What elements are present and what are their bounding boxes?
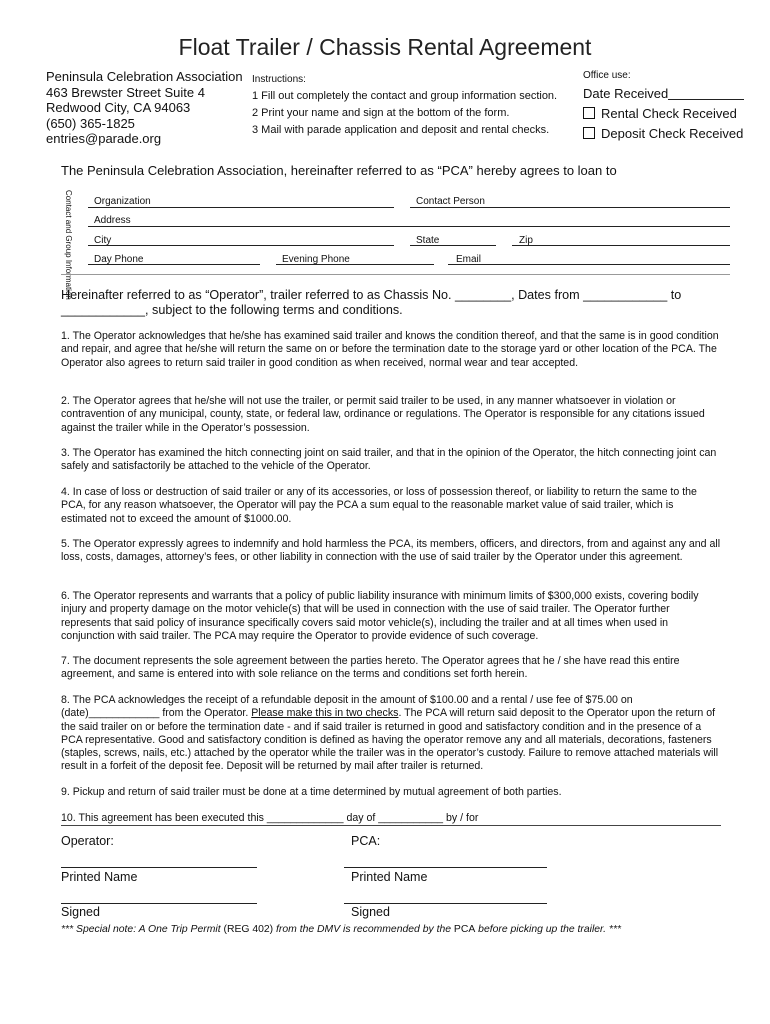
instruction-1: 1 Fill out completely the contact and group information section. <box>252 90 558 102</box>
term-10-rule <box>61 825 721 826</box>
instruction-2: 2 Print your name and sign at the bottom of the form. <box>252 107 510 119</box>
address-label: Address <box>94 215 131 226</box>
rental-check-label: Rental Check Received <box>601 106 737 121</box>
term-5: 5. The Operator expressly agrees to indemnify and hold harmless the PCA, its members, officers, and directors, from and against any and all loss, costs, damages, attorney’s fees, or other liability in connection with the use of said trailer by the Operator under this agreement. <box>61 538 721 564</box>
evening-phone-label: Evening Phone <box>282 254 350 265</box>
contact-group-side-label: Contact and Group Information <box>64 190 73 300</box>
pca-printed-name-label: Printed Name <box>351 870 428 884</box>
pca-label: PCA: <box>351 834 381 848</box>
instructions-label: Instructions: <box>252 74 306 85</box>
organization-label: Organization <box>94 196 151 207</box>
association-address <box>46 69 243 147</box>
deposit-check-checkbox[interactable] <box>583 127 595 139</box>
address-input[interactable] <box>88 226 730 227</box>
zip-label: Zip <box>519 235 533 246</box>
term-1: 1. The Operator acknowledges that he/she has examined said trailer and knows the condition thereof, and that the same is in good condition and repair, and agree that he/she will return the same on or before the termination date to the storage yard or other location of the PCA. The Operator also agrees to return said trailer in good condition as when received, normal wear and tear accepted. <box>61 330 719 369</box>
association-email: entries@parade.org <box>46 131 162 146</box>
office-use-label: Office use: <box>583 70 631 81</box>
term-9: 9. Pickup and return of said trailer must be done at a time determined by mutual agreement of both parties. <box>61 786 562 798</box>
term-3: 3. The Operator has examined the hitch connecting joint on said trailer, and that in the opinion of the Operator, the hitch connecting joint can safely and satisfactorily be attached to the vehicle of the Operator. <box>61 447 717 473</box>
association-street: 463 Brewster Street Suite 4 <box>46 84 205 100</box>
special-note: *** Special note: A One Trip Permit (REG 402) from the DMV is recommended by the PCA before picking up the trailer. *** <box>61 924 622 935</box>
rental-check-row <box>583 106 737 121</box>
pca-signature-line[interactable] <box>344 903 547 904</box>
term-8-line1: 8. The PCA acknowledges the receipt of a refundable deposit in the amount of $100.00 and a rental / use fee of $75.00 on <box>61 694 633 706</box>
day-phone-input[interactable] <box>88 264 260 265</box>
terms-header-line2: ____________, subject to the following terms and conditions. <box>61 303 403 317</box>
divider <box>61 274 730 275</box>
association-phone: (650) 365-1825 <box>46 115 135 131</box>
date-received-line[interactable] <box>668 99 744 100</box>
contact-person-input[interactable] <box>410 207 730 208</box>
intro-text: The Peninsula Celebration Association, hereinafter referred to as “PCA” hereby agrees to loan to <box>61 163 617 178</box>
pca-printed-name-line[interactable] <box>344 867 547 868</box>
term-7: 7. The document represents the sole agreement between the parties hereto. The Operator agrees that he / she have read this entire agreement, and same is entered into with sole reliance on the terms and conditions set forth herein. <box>61 655 680 681</box>
term-10: 10. This agreement has been executed this _____________ day of ___________ by / for <box>61 812 479 824</box>
city-label: City <box>94 235 112 246</box>
instruction-3: 3 Mail with parade application and deposit and rental checks. <box>252 124 550 136</box>
term-8 <box>61 694 721 774</box>
date-received-label: Date Received <box>583 86 669 101</box>
operator-label: Operator: <box>61 834 114 848</box>
deposit-check-label: Deposit Check Received <box>601 126 744 141</box>
email-label: Email <box>456 254 482 265</box>
organization-input[interactable] <box>88 207 394 208</box>
two-checks-note: Please make this in two checks <box>251 707 399 720</box>
term-2: 2. The Operator agrees that he/she will not use the trailer, or permit said trailer to be used, in any manner whatsoever in violation or contravention of any municipal, county, state, or federal law, ordinance or regulations. The Operator is responsible for any citations issued against the trailer while in the Operator’s possession. <box>61 395 705 434</box>
operator-signed-label: Signed <box>61 905 100 919</box>
contact-person-label: Contact Person <box>416 196 485 207</box>
term-8-body: (date)____________ from the Operator. Please make this in two checks. The PCA will return said deposit to the Operator upon the return of the said trailer on or before the termination date - and if said trailer is returned in good and satisfactory condition and in the presence of a PCA representative. Good and satisfactory condition is defined as having the operator remove any and all materials, decorations, fasteners (staples, screws, nails, etc.) attached by the operator while the trailer was in the operator’s custody. Failure to remove attached materials will result in a forfeit of the deposit fee. Deposit will be returned by mail after trailer is returned. <box>61 707 719 773</box>
city-input[interactable] <box>88 245 394 246</box>
state-label: State <box>416 235 440 246</box>
rental-check-checkbox[interactable] <box>583 107 595 119</box>
day-phone-label: Day Phone <box>94 254 144 265</box>
page-title: Float Trailer / Chassis Rental Agreement <box>178 34 592 60</box>
operator-printed-name-line[interactable] <box>61 867 257 868</box>
state-input[interactable] <box>410 245 496 246</box>
term-6: 6. The Operator represents and warrants that a policy of public liability insurance with minimum limits of $300,000 exists, covering bodily injury and property damage on the motor vehicle(s) that will be used in connection with the use of said trailer. The Operator further represents that said policy of insurance specifically covers said motor vehicle(s), including the trailer and at all times when used in conjunction with said trailer. The PCA may require the Operator to provide evidence of such coverage. <box>61 590 699 642</box>
deposit-check-row <box>583 126 743 141</box>
association-name: Peninsula Celebration Association <box>46 69 243 84</box>
zip-input[interactable] <box>512 245 730 246</box>
association-city: Redwood City, CA 94063 <box>46 100 191 115</box>
operator-signature-line[interactable] <box>61 903 257 904</box>
date-received-field <box>583 86 668 101</box>
term-4: 4. In case of loss or destruction of said trailer or any of its accessories, or loss of possession thereof, or liability to return the same to the PCA, for any reason whatsoever, the Operator will pay the PCA a sum equal to the reasonable market value of said trailer, which is estimated not to exceed the amount of $1000.00. <box>61 486 697 525</box>
pca-signed-label: Signed <box>351 905 390 919</box>
evening-phone-input[interactable] <box>276 264 434 265</box>
email-input[interactable] <box>448 264 730 265</box>
terms-header-line1: Hereinafter referred to as “Operator”, trailer referred to as Chassis No. ________, Dates from ____________ to <box>61 288 682 302</box>
operator-printed-name-label: Printed Name <box>61 870 138 884</box>
